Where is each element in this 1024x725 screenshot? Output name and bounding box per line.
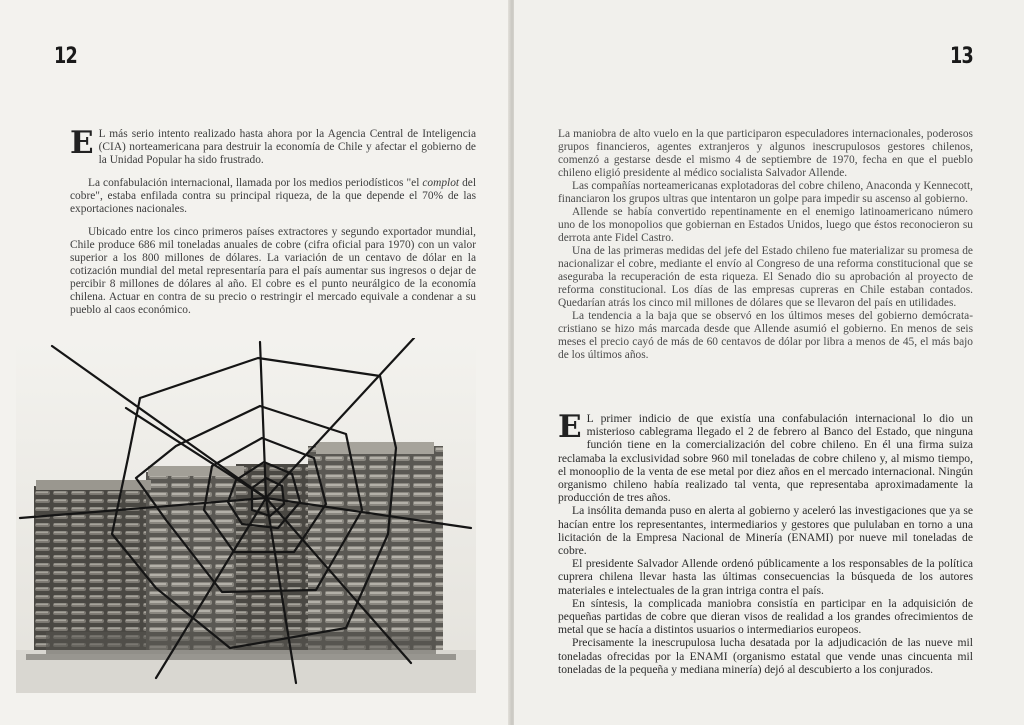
paragraph: La maniobra de alto vuelo en la que participaron especuladores internacionales, poderosos grupos financieros, agentes extranjeros y algunos inescrupulosos gestores chilenos, comenzó a gestarse desde el mismo 4 de septiembre de 1970, fecha en que el pueblo chileno eligió presidente al médico socialista Salvador Allende. <box>558 128 973 179</box>
right-bottom-text-column <box>558 409 973 676</box>
paragraph: La insólita demanda puso en alerta al gobierno y aceleró las investigaciones que ya se hacían entre los representantes, intermediarios y gestores que pululaban en torno a una licitación de la Empresa Nacional de Minería (ENAMI) por nueve mil toneladas de cobre. <box>558 504 973 558</box>
drop-cap: E <box>558 409 582 445</box>
paragraph: Precisamente la inescrupulosa lucha desatada por la adjudicación de las nueve mil toneladas ofrecidas por la ENAMI (organismo estatal que vende unas cincuenta mil toneladas de la pequeña y mediana minería) dejó al descubierto a los conjurados. <box>558 636 973 676</box>
paragraph-text: L más serio intento realizado hasta ahora por la Agencia Central de Inteligencia (CIA) norteamericana para destruir la economía de Chile y afectar el gobierno de la Unidad Popular ha sido frustrado. <box>98 128 476 166</box>
page-number-right: 13 <box>950 44 973 69</box>
paragraph <box>558 409 973 505</box>
right-top-text-column <box>558 128 973 362</box>
right-page <box>514 0 1024 725</box>
left-page <box>0 0 510 725</box>
paragraph <box>70 125 476 167</box>
paragraph-text: La confabulación internacional, llamada por los medios periodísticos "el <box>88 177 423 189</box>
page-number-left: 12 <box>54 44 77 69</box>
paragraph: En síntesis, la complicada maniobra consistía en participar en la adquisición de pequeñas partidas de cobre que dieran visos de realidad a los grandes ofrecimientos de metal que se hacía a distintos usuarios o intermediarios europeos. <box>558 596 973 637</box>
paragraph: Allende se había convertido repentinamente en el enemigo latinoamericano número uno de los monopolios que gobiernan en Estados Unidos, luego que éstos reconocieron su derrota ante Fidel Castro. <box>558 206 973 244</box>
drop-cap: E <box>70 125 94 161</box>
left-text-column <box>70 125 476 327</box>
paragraph-text: L primer indicio de que existía una confabulación internacional lo dio un misterioso cablegrama llegado el 2 de febrero al Banco del Estado, que ninguna función tiene en la comercialización del cobre chileno. En él una firma suiza reclamaba la exclusividad sobre 960 mil toneladas de cobre chileno y, al mismo tiempo, el monooplio de la venta de ese metal por diez años en el mercado internacional. Ningún organismo chileno había realizado tal venta, que representaba aproximadamente la producción de tres años. <box>558 412 973 505</box>
paragraph-text: del cobre", estaba enfilada contra su principal riqueza, de la que depende el 70% de las exportaciones nacionales. <box>70 177 476 215</box>
spiderweb-over-copper-ingots-illustration <box>16 338 476 693</box>
emphasis: complot <box>422 177 460 189</box>
paragraph: Ubicado entre los cinco primeros países extractores y segundo exportador mundial, Chile produce 686 mil toneladas anuales de cobre (cifra oficial para 1970) con un valor superior a los 800 millones de dólares. La variación de un centavo de dólar en la cotización mundial del metal representaría para el país aumentar sus ingresos o dejar de percibir 8 millones de dólares al año. El cobre es el punto neurálgico de la economía chilena. Actuar en contra de su precio o restringir el mercado equivale a condenar a su pueblo al caos económico. <box>70 226 476 316</box>
paragraph: Una de las primeras medidas del jefe del Estado chileno fue materializar su promesa de nacionalizar el cobre, mediante el envío al Congreso de una reforma constitucional que se aseguraba la recuperación de esta riqueza. El Senado dio su aprobación al proyecto de reforma constitucional. Los días de las empresas cupreras en Chile estaban contados. Quedarían atrás los cinco mil millones de dólares que se llevaron del país en utilidades. <box>558 245 973 309</box>
paragraph: El presidente Salvador Allende ordenó públicamente a los responsables de la política cuprera chilena llevar hasta las últimas consecuencias la búsqueda de los autores materiales e intelectuales de la gran intriga contra el país. <box>558 557 973 597</box>
paragraph <box>70 177 476 216</box>
paragraph: La tendencia a la baja que se observó en los últimos meses del gobierno demócrata-cristiano se hizo más marcada desde que Allende asumió el gobierno. En menos de seis meses el precio cayó de más de 60 centavos de dólar por libra a menos de 45, el más bajo de los últimos años. <box>558 310 973 361</box>
paragraph: Las compañías norteamericanas explotadoras del cobre chileno, Anaconda y Kennecott, financiaron los grupos ultras que intentaron un golpe para impedir su ascenso al gobierno. <box>558 180 973 205</box>
